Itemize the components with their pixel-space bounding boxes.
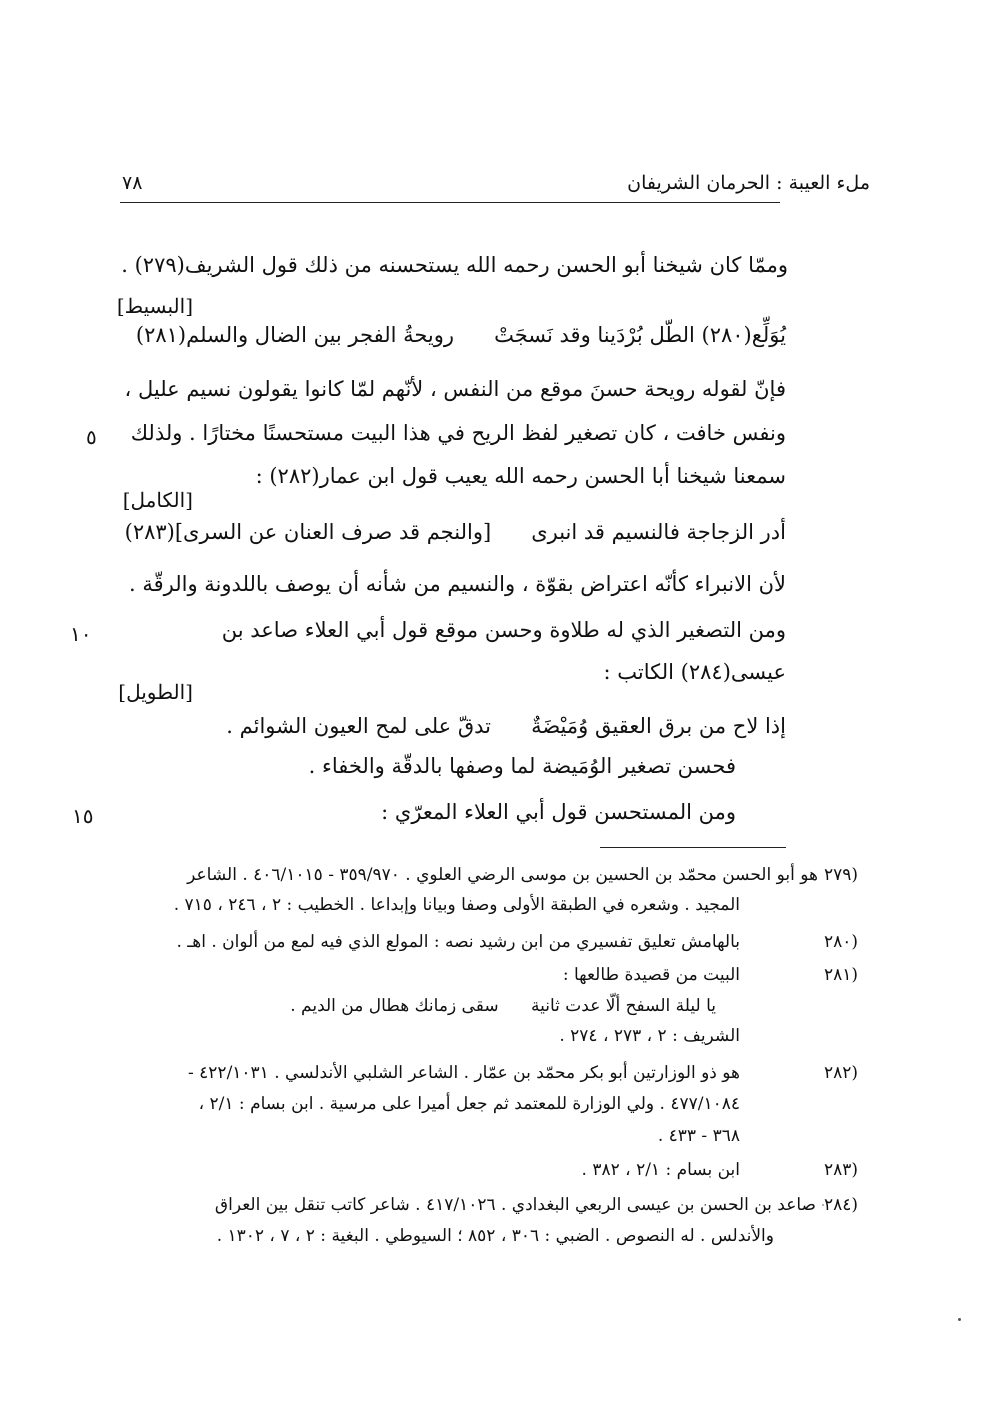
footnote-281-line-1: البيت من قصيدة طالعها : xyxy=(562,965,740,985)
footnote-279-number: ٢٧٩) xyxy=(824,865,859,885)
line-number-15: ١٥ xyxy=(72,804,94,828)
body-line-3: ونفس خافت ، كان تصغير لفظ الريح في هذا البيت مستحسنًا مختارًا . ولذلك xyxy=(130,421,786,445)
footnote-282-line-1: هو ذو الوزارتين أبو بكر محمّد بن عمّار . الشاعر الشلبي الأندلسي . ٤٢٢/١٠٣١ - xyxy=(188,1063,740,1083)
header-rule xyxy=(120,202,780,203)
verse-line-1: يُوَلِّع(٢٨٠) الطّل بُرْدَينا وقد نَسجَتْ رويحةُ الفجر بين الضال والسلم(٢٨١) xyxy=(135,323,786,347)
scan-speck xyxy=(958,1318,961,1321)
footnote-284-number: ٢٨٤) xyxy=(824,1195,859,1215)
scan-speck xyxy=(822,1204,824,1206)
footnote-281-number: ٢٨١) xyxy=(824,965,859,985)
line-number-5: ٥ xyxy=(86,425,97,449)
footnote-rule xyxy=(600,847,786,848)
body-line-8: فحسن تصغير الوُمَيضة لما وصفها بالدقّة والخفاء . xyxy=(308,754,736,778)
verse-line-2: أدر الزجاجة فالنسيم قد انبرى [والنجم قد صرف العنان عن السرى](٢٨٣) xyxy=(124,520,786,544)
footnote-281-line-3: الشريف : ٢ ، ٢٧٣ ، ٢٧٤ . xyxy=(559,1026,740,1046)
body-line-5: لأن الانبراء كأنّه اعتراض بقوّة ، والنسيم من شأنه أن يوصف باللدونة والرقّة . xyxy=(129,572,786,596)
footnote-282-number: ٢٨٢) xyxy=(824,1063,859,1083)
line-number-10: ١٠ xyxy=(70,622,92,646)
body-line-4: سمعنا شيخنا أبا الحسن رحمه الله يعيب قول ابن عمار(٢٨٢) : xyxy=(255,464,786,488)
meter-label-kamil: [الكامل] xyxy=(122,488,193,512)
verse-line-3: إذا لاح من برق العقيق وُمَيْضَةٌ تدقّ على لمح العيون الشوائم . xyxy=(226,714,786,738)
footnote-280-number: ٢٨٠) xyxy=(824,932,859,952)
body-line-9: ومن المستحسن قول أبي العلاء المعرّي : xyxy=(381,800,736,824)
body-line-7: عيسى(٢٨٤) الكاتب : xyxy=(603,660,786,684)
running-title: ملء العيبة : الحرمان الشريفان xyxy=(627,172,870,194)
footnote-284-line-1: صاعد بن الحسن بن عيسى الربعي البغدادي . ٤١٧/١٠٢٦ . شاعر كاتب تنقل بين العراق xyxy=(214,1195,816,1215)
footnote-282-line-3: ٣٦٨ - ٤٣٣ . xyxy=(657,1126,740,1146)
footnote-281-verse: يا ليلة السفح ألّا عدت ثانية سقى زمانك هطال من الديم . xyxy=(290,996,716,1016)
meter-label-basit: [البسيط] xyxy=(116,294,193,318)
footnote-279-line-1: هو أبو الحسن محمّد بن الحسين بن موسى الرضي العلوي . ٣٥٩/٩٧٠ - ٤٠٦/١٠١٥ . الشاعر xyxy=(187,865,818,885)
page-number: ٧٨ xyxy=(122,172,143,194)
footnote-282-line-2: ٤٧٧/١٠٨٤ . ولي الوزارة للمعتمد ثم جعل أميرا على مرسية . ابن بسام : ٢/١ ، xyxy=(198,1094,740,1114)
footnote-279-line-2: المجيد . وشعره في الطبقة الأولى وصفا وبيانا وإبداعا . الخطيب : ٢ ، ٢٤٦ ، ٧١٥ . xyxy=(173,895,740,915)
body-line-2: فإنّ لقوله رويحة حسنَ موقع من النفس ، لأنّهم لمّا كانوا يقولون نسيم عليل ، xyxy=(124,377,786,401)
meter-label-tawil: [الطويل] xyxy=(118,680,193,704)
footnote-280-line-1: بالهامش تعليق تفسيري من ابن رشيد نصه : المولع الذي فيه لمع من ألوان . اهـ . xyxy=(176,932,740,952)
footnote-283-line-1: ابن بسام : ٢/١ ، ٣٨٢ . xyxy=(581,1160,740,1180)
footnote-284-line-2: والأندلس . له النصوص . الضبي : ٣٠٦ ، ٨٥٢ ؛ السيوطي . البغية : ٢ ، ٧ ، ١٣٠٢ . xyxy=(216,1226,774,1246)
footnote-283-number: ٢٨٣) xyxy=(824,1160,859,1180)
body-line-1: وممّا كان شيخنا أبو الحسن رحمه الله يستحسنه من ذلك قول الشريف(٢٧٩) . xyxy=(121,253,788,277)
body-line-6: ومن التصغير الذي له طلاوة وحسن موقع قول أبي العلاء صاعد بن xyxy=(221,618,786,642)
